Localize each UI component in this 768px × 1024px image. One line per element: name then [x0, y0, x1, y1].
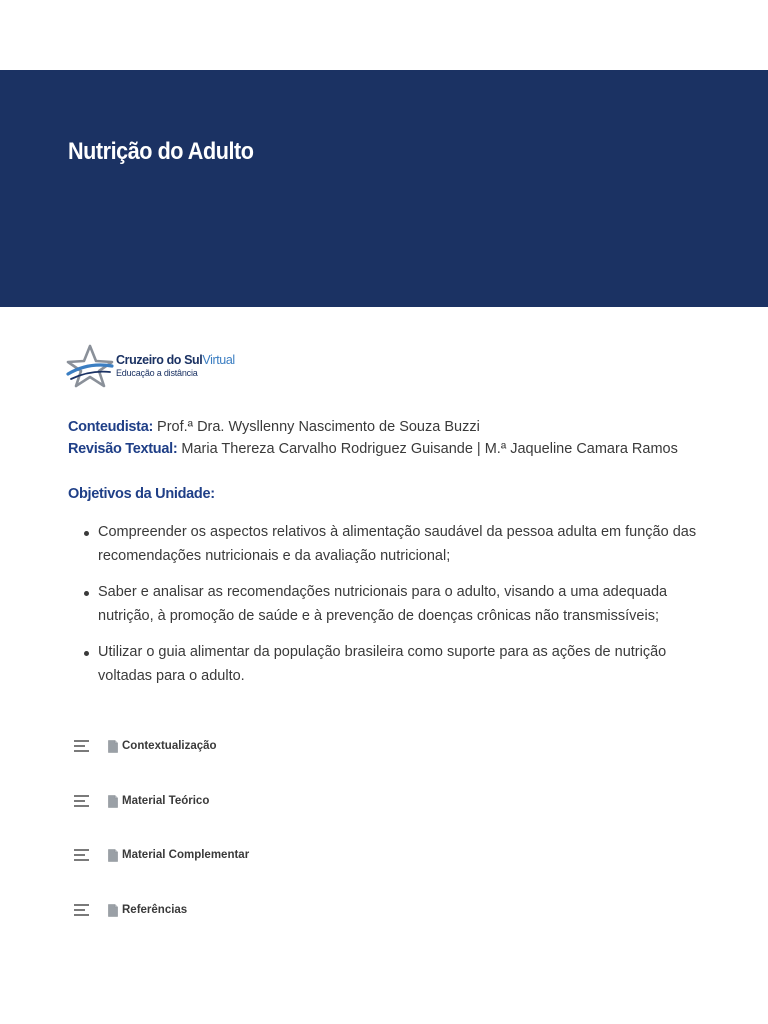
logo-tagline: Educação a distância — [116, 367, 198, 378]
objective-item: Saber e analisar as recomendações nutricionais para o adulto, visando a uma adequada nutrição, à promoção de saúde e à prevenção de doenças crônicas não transmissíveis; — [98, 581, 698, 628]
menu-item-material-teorico[interactable] — [74, 789, 474, 813]
menu-item-label: Material Complementar — [122, 849, 250, 861]
header-banner — [0, 70, 768, 307]
credits — [68, 416, 678, 460]
list-icon — [74, 740, 90, 752]
list-icon — [74, 795, 90, 807]
list-icon — [74, 849, 90, 861]
logo-text — [116, 354, 235, 378]
objectives-title: Objetivos da Unidade: — [68, 486, 215, 502]
document-icon — [108, 849, 118, 862]
logo-name: Cruzeiro do SulVirtual — [116, 353, 235, 368]
document-icon — [108, 795, 118, 808]
author-label: Conteudista: — [68, 419, 154, 435]
objective-item: Utilizar o guia alimentar da população brasileira como suporte para as ações de nutrição voltadas para o adulto. — [98, 641, 698, 688]
menu-item-referencias[interactable] — [74, 898, 474, 922]
document-icon — [108, 740, 118, 753]
page-title: Nutrição do Adulto — [68, 138, 254, 165]
document-icon — [108, 904, 118, 917]
list-icon — [74, 904, 90, 916]
objective-item: Compreender os aspectos relativos à alimentação saudável da pessoa adulta em função das recomendações nutricionais e da avaliação nutricional; — [98, 521, 698, 568]
menu-item-label: Material Teórico — [122, 795, 210, 807]
star-logo-icon — [66, 344, 114, 388]
logo — [66, 344, 246, 388]
author-line — [68, 416, 678, 438]
review-label: Revisão Textual: — [68, 441, 178, 457]
review-value: Maria Thereza Carvalho Rodriguez Guisande | M.ª Jaqueline Camara Ramos — [181, 441, 678, 457]
menu-item-contextualizacao[interactable] — [74, 734, 474, 758]
review-line — [68, 438, 678, 460]
menu-item-label: Referências — [122, 904, 188, 916]
objectives-list — [98, 521, 698, 701]
menu-item-label: Contextualização — [122, 740, 217, 752]
author-value: Prof.ª Dra. Wysllenny Nascimento de Souza Buzzi — [157, 419, 480, 435]
menu-item-material-complementar[interactable] — [74, 843, 474, 867]
